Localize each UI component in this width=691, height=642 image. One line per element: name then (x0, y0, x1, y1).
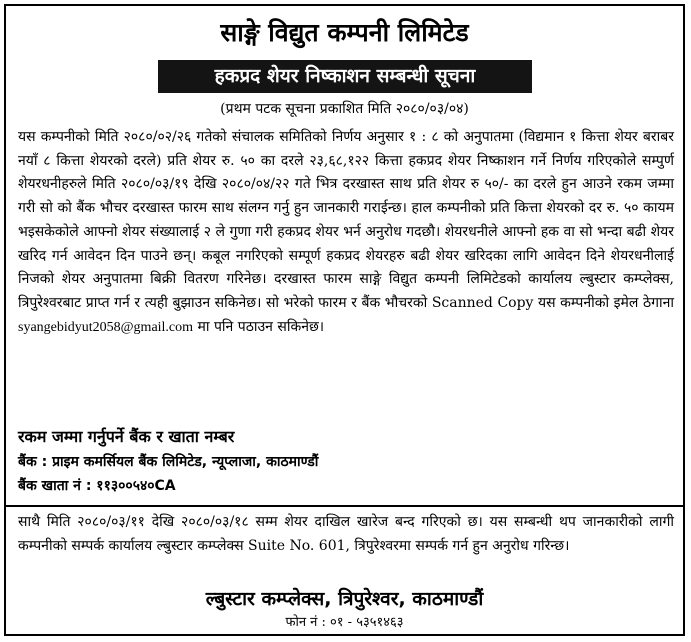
notice-body (18, 126, 674, 339)
notice-body-text: यस कम्पनीको मिति २०८०/०२/२६ गतेको संचालक समितिको निर्णय अनुसार १ : ८ को अनुपातमा (विद्यमान १ कित्ता शेयर बराबर नयाँ ८ कित्ता शेयरको दरले) प्रति शेयर रु. ५० का दरले २३,६८,१२२ कित्ता हकप्रद शेयर निष्काशन गर्ने निर्णय गरिएकोले सम्पुर्ण शेयरधनीहरुले मिति २०८०/०३/१९ देखि २०८०/०४/२२ गते भित्र दरखास्त साथ प्रति शेयर रु ५०/- का दरले हुन आउने रकम जम्मा गरी सो को बैंक भौचर दरखास्त फारम साथ संलग्न गर्नु हुन जानकारी गराईन्छ। हाल कम्पनीको प्रति कित्ता शेयरको दर रु. ५० कायम भइसकेकोले आफ्नो शेयर संख्यालाई २ ले गुणा गरी हकप्रद शेयर भर्न अनुरोध गदछौ। शेयरधनीले आफ्नो हक वा सो भन्दा बढी शेयर खरिद गर्न आवेदन दिन पाउने छन्। कबूल नगरिएको सम्पूर्ण हकप्रद शेयरहरु बढी शेयर खरिदका लागि आवेदन दिने शेयरधनीलाई निजको शेयर अनुपातमा बिक्री वितरण गरिनेछ। दरखास्त फारम साङ्गे विद्युत कम्पनी लिमिटेडको कार्यालय ल्बुस्टार कम्प्लेक्स, त्रिपुरेश्वरबाट प्राप्त गर्न र त्यही बुझाउन सकिनेछ। सो भरेको फारम र बैंक भौचरको Scanned Copy यस कम्पनीको इमेल ठेगाना (18, 129, 674, 311)
book-closure-notice: साथै मिति २०८०/०३/११ देखि २०८०/०३/१८ सम्म शेयर दाखिल खारेज बन्द गरिएको छ। यस सम्बन्धी थप जानकारीको लागी कम्पनीको सम्पर्क कार्यालय ल्बुस्टार कम्प्लेक्स Suite No. 601, त्रिपुरेश्वरमा सम्पर्क गर्न हुन अनुरोध गरिन्छ। (18, 514, 674, 554)
email-address: syangebidyut2058@gmail.com (18, 319, 194, 335)
account-number-line (18, 476, 176, 496)
account-number: ११३००५४०CA (96, 478, 176, 494)
notice-body-text-end: मा पनि पठाउन सकिनेछ। (197, 318, 325, 335)
account-label: बैंक खाता नं : (18, 478, 92, 494)
first-publication-date: (प्रथम पटक सूचना प्रकाशित मिति २०८०/०३/०४) (220, 101, 469, 117)
bank-name: प्राइम कमर्सियल बैंक लिमिटेड, न्यूप्लाजा, काठमाण्डौं (52, 454, 319, 470)
rights-share-notice (4, 4, 685, 636)
phone-number: फोन नं : ०१ - ५३५१४६३ (285, 615, 404, 630)
office-address: ल्बुस्टार कम्प्लेक्स, त्रिपुरेश्वर, काठमाण्डौं (205, 588, 484, 610)
bank-name-line (18, 452, 318, 472)
company-name: साङ्गे विद्युत कम्पनी लिमिटेड (220, 18, 469, 47)
section-divider (6, 505, 683, 507)
notice-subject-banner: हकप्रद शेयर निष्काशन सम्बन्धी सूचना (158, 60, 532, 93)
bank-section-heading: रकम जम्मा गर्नुपर्ने बैंक र खाता नम्बर (18, 427, 235, 446)
bank-label: बैंक : (18, 454, 48, 470)
